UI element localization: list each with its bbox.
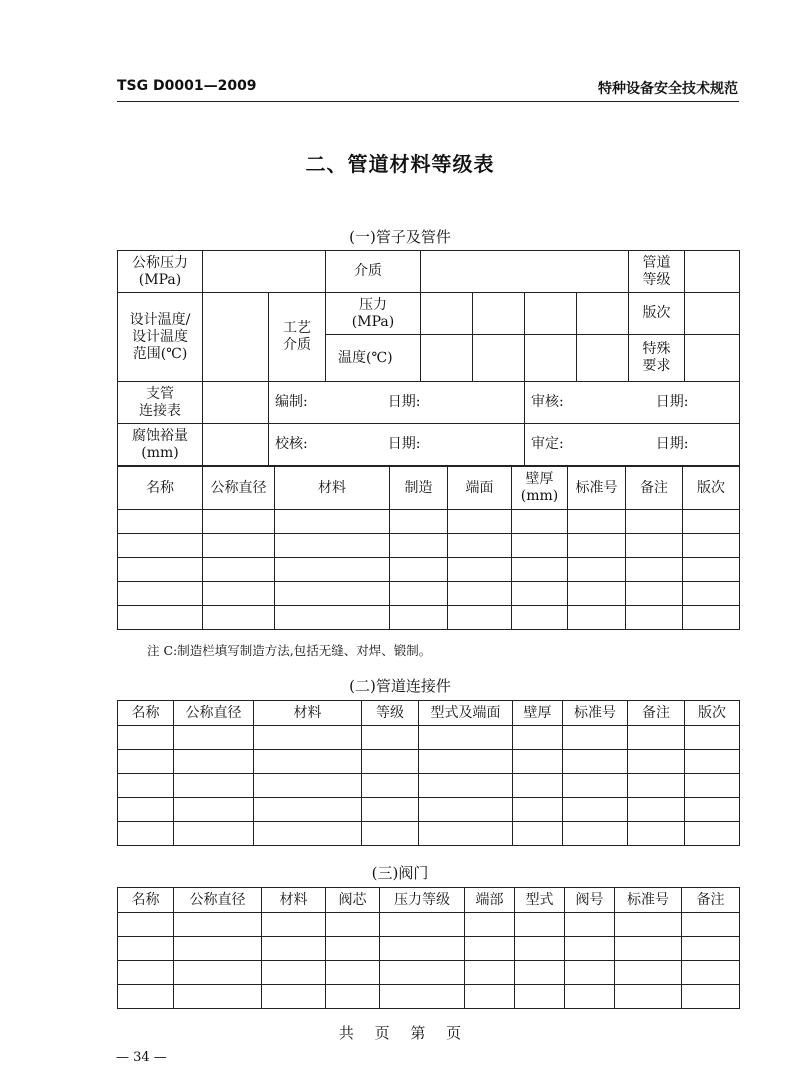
approved-label: 审定: <box>531 436 564 452</box>
table-cell[interactable] <box>262 937 326 961</box>
table-cell[interactable] <box>515 961 565 985</box>
pressure-cell-1[interactable] <box>421 293 473 335</box>
table-cell[interactable] <box>563 726 628 750</box>
table-row <box>118 582 740 606</box>
special-requirements-value[interactable] <box>685 335 740 382</box>
table-cell[interactable] <box>203 606 275 630</box>
col-remarks: 备注 <box>682 888 740 913</box>
section1-heading: (一)管子及管件 <box>349 228 451 246</box>
prepared-label: 编制: <box>275 394 308 410</box>
table-cell[interactable] <box>326 937 380 961</box>
col-wall-thickness: 壁厚 <box>513 701 563 726</box>
table-cell[interactable] <box>512 510 568 534</box>
table-cell[interactable] <box>419 750 513 774</box>
table-cell[interactable] <box>513 822 563 846</box>
table-cell[interactable] <box>326 985 380 1009</box>
table-row <box>118 510 740 534</box>
table-cell[interactable] <box>326 961 380 985</box>
pipe-grade-value[interactable] <box>685 251 740 293</box>
col-name: 名称 <box>118 701 174 726</box>
table-cell[interactable] <box>174 985 262 1009</box>
nominal-pressure-value[interactable] <box>203 251 326 293</box>
table-cell[interactable] <box>563 798 628 822</box>
table-cell[interactable] <box>682 961 740 985</box>
table-cell[interactable] <box>568 606 626 630</box>
section1-note: 注 C:制造栏填写制造方法,包括无缝、对焊、锻制。 <box>147 643 432 658</box>
table-row <box>118 798 740 822</box>
version-value[interactable] <box>685 293 740 335</box>
table-cell[interactable] <box>628 750 685 774</box>
pressure-cell-3[interactable] <box>525 293 577 335</box>
table-row <box>118 961 740 985</box>
table-cell[interactable] <box>682 985 740 1009</box>
corrosion-allowance-label: 腐蚀裕量 (mm) <box>118 424 203 466</box>
table-cell[interactable] <box>615 913 682 937</box>
table-cell[interactable] <box>118 606 203 630</box>
table-cell[interactable] <box>448 510 512 534</box>
table-row <box>118 606 740 630</box>
section2-heading: (二)管道连接件 <box>349 677 451 695</box>
page-title: 二、管道材料等级表 <box>305 152 495 176</box>
table-cell[interactable] <box>390 558 448 582</box>
temp-cell-2[interactable] <box>473 335 525 382</box>
table-cell[interactable] <box>380 961 465 985</box>
table-cell[interactable] <box>362 822 419 846</box>
col-name: 名称 <box>118 467 203 510</box>
table-cell[interactable] <box>419 798 513 822</box>
table-cell[interactable] <box>118 510 203 534</box>
table-cell[interactable] <box>118 913 174 937</box>
table-cell[interactable] <box>254 822 362 846</box>
col-valve-no: 阀号 <box>565 888 615 913</box>
design-temp-label: 设计温度/ 设计温度 范围(℃) <box>118 293 203 382</box>
temp-cell-3[interactable] <box>525 335 577 382</box>
table-cell[interactable] <box>118 726 174 750</box>
table-cell[interactable] <box>568 582 626 606</box>
section3-heading: (三)阀门 <box>371 864 429 882</box>
pressure-cell-4[interactable] <box>577 293 629 335</box>
table-cell[interactable] <box>275 558 390 582</box>
table-cell[interactable] <box>262 961 326 985</box>
table-cell[interactable] <box>626 510 683 534</box>
table-cell[interactable] <box>626 582 683 606</box>
table-cell[interactable] <box>448 558 512 582</box>
col-wall-thickness: 壁厚 (mm) <box>512 467 568 510</box>
table-cell[interactable] <box>685 774 740 798</box>
table-cell[interactable] <box>683 534 740 558</box>
col-type-end-face: 型式及端面 <box>419 701 513 726</box>
col-name: 名称 <box>118 888 174 913</box>
version-label: 版次 <box>629 293 685 335</box>
table-cell[interactable] <box>683 558 740 582</box>
process-medium-label: 工艺 介质 <box>269 293 326 382</box>
table-cell[interactable] <box>626 558 683 582</box>
branch-connection-label: 支管 连接表 <box>118 382 203 424</box>
table-cell[interactable] <box>683 510 740 534</box>
table-cell[interactable] <box>565 985 615 1009</box>
special-requirements-label: 特殊 要求 <box>629 335 685 382</box>
table-cell[interactable] <box>513 726 563 750</box>
section2-header-row <box>118 701 740 726</box>
col-version: 版次 <box>685 701 740 726</box>
table-cell[interactable] <box>685 726 740 750</box>
col-grade: 等级 <box>362 701 419 726</box>
page-count-line: 共 页 第 页 <box>338 1024 462 1042</box>
table-cell[interactable] <box>362 726 419 750</box>
table-cell[interactable] <box>465 961 515 985</box>
table-cell[interactable] <box>380 937 465 961</box>
table-cell[interactable] <box>685 822 740 846</box>
table-cell[interactable] <box>118 558 203 582</box>
section1-info-table <box>117 250 740 466</box>
table-cell[interactable] <box>203 558 275 582</box>
col-manufacture: 制造 <box>390 467 448 510</box>
table-cell[interactable] <box>118 985 174 1009</box>
table-row <box>118 726 740 750</box>
table-cell[interactable] <box>390 582 448 606</box>
col-version: 版次 <box>683 467 740 510</box>
table-cell[interactable] <box>448 606 512 630</box>
table-cell[interactable] <box>513 774 563 798</box>
table-cell[interactable] <box>362 798 419 822</box>
branch-connection-value[interactable] <box>203 382 269 424</box>
table-cell[interactable] <box>174 822 254 846</box>
prepared-by-cell[interactable] <box>269 382 525 424</box>
table-cell[interactable] <box>118 582 203 606</box>
table-cell[interactable] <box>174 937 262 961</box>
table-cell[interactable] <box>568 510 626 534</box>
table-cell[interactable] <box>275 534 390 558</box>
table-cell[interactable] <box>254 798 362 822</box>
table-cell[interactable] <box>465 913 515 937</box>
corrosion-allowance-value[interactable] <box>203 424 269 466</box>
section3-header-row <box>118 888 740 913</box>
table-cell[interactable] <box>275 606 390 630</box>
col-end: 端部 <box>465 888 515 913</box>
header-doc-category: 特种设备安全技术规范 <box>598 81 738 97</box>
table-cell[interactable] <box>568 534 626 558</box>
table-cell[interactable] <box>254 774 362 798</box>
col-end-face: 端面 <box>448 467 512 510</box>
table-cell[interactable] <box>174 961 262 985</box>
pressure-cell-2[interactable] <box>473 293 525 335</box>
table-cell[interactable] <box>380 985 465 1009</box>
table-cell[interactable] <box>390 534 448 558</box>
table-cell[interactable] <box>118 750 174 774</box>
table-cell[interactable] <box>174 798 254 822</box>
col-nominal-diameter: 公称直径 <box>203 467 275 510</box>
table-cell[interactable] <box>465 937 515 961</box>
table-cell[interactable] <box>685 798 740 822</box>
table-cell[interactable] <box>515 937 565 961</box>
table-cell[interactable] <box>512 534 568 558</box>
temp-cell-1[interactable] <box>421 335 473 382</box>
medium-value[interactable] <box>421 251 629 293</box>
table-cell[interactable] <box>419 726 513 750</box>
table-cell[interactable] <box>118 961 174 985</box>
col-nominal-diameter: 公称直径 <box>174 701 254 726</box>
col-remarks: 备注 <box>628 701 685 726</box>
table-cell[interactable] <box>563 750 628 774</box>
table-cell[interactable] <box>512 582 568 606</box>
table-cell[interactable] <box>682 913 740 937</box>
table-cell[interactable] <box>626 534 683 558</box>
table-cell[interactable] <box>513 750 563 774</box>
table-cell[interactable] <box>682 937 740 961</box>
table-cell[interactable] <box>203 582 275 606</box>
table-cell[interactable] <box>565 913 615 937</box>
table-cell[interactable] <box>390 510 448 534</box>
col-type: 型式 <box>515 888 565 913</box>
reviewed-date-label: 日期: <box>655 394 689 410</box>
table-cell[interactable] <box>615 937 682 961</box>
table-cell[interactable] <box>515 985 565 1009</box>
col-nominal-diameter: 公称直径 <box>174 888 262 913</box>
reviewed-label: 审核: <box>531 394 564 410</box>
table-cell[interactable] <box>419 822 513 846</box>
table-cell[interactable] <box>262 985 326 1009</box>
table-cell[interactable] <box>628 774 685 798</box>
table-cell[interactable] <box>615 961 682 985</box>
table-cell[interactable] <box>275 582 390 606</box>
table-row <box>118 558 740 582</box>
table-cell[interactable] <box>254 750 362 774</box>
page-number: — 34 — <box>116 1050 167 1065</box>
table-cell[interactable] <box>118 822 174 846</box>
table-cell[interactable] <box>419 774 513 798</box>
table-cell[interactable] <box>448 534 512 558</box>
table-cell[interactable] <box>683 606 740 630</box>
table-cell[interactable] <box>174 774 254 798</box>
table-cell[interactable] <box>683 582 740 606</box>
approved-date-label: 日期: <box>655 436 689 452</box>
col-remarks: 备注 <box>626 467 683 510</box>
checked-label: 校核: <box>275 436 308 452</box>
table-cell[interactable] <box>203 534 275 558</box>
table-row <box>118 774 740 798</box>
temp-cell-4[interactable] <box>577 335 629 382</box>
table-cell[interactable] <box>685 750 740 774</box>
design-temp-value[interactable] <box>203 293 269 382</box>
table-cell[interactable] <box>275 510 390 534</box>
table-cell[interactable] <box>118 798 174 822</box>
table-row <box>118 985 740 1009</box>
table-row <box>118 750 740 774</box>
header-rule <box>117 101 739 102</box>
table-cell[interactable] <box>326 913 380 937</box>
col-material: 材料 <box>262 888 326 913</box>
table-cell[interactable] <box>615 985 682 1009</box>
table-cell[interactable] <box>628 798 685 822</box>
table-cell[interactable] <box>203 510 275 534</box>
table-cell[interactable] <box>565 961 615 985</box>
pipe-grade-label: 管道 等级 <box>629 251 685 293</box>
table-cell[interactable] <box>118 774 174 798</box>
table-cell[interactable] <box>465 985 515 1009</box>
section1-items-table <box>117 466 740 630</box>
table-row <box>118 937 740 961</box>
col-standard-no: 标准号 <box>615 888 682 913</box>
table-cell[interactable] <box>448 582 512 606</box>
table-cell[interactable] <box>513 798 563 822</box>
table-cell[interactable] <box>362 774 419 798</box>
col-valve-core: 阀芯 <box>326 888 380 913</box>
table-cell[interactable] <box>565 937 615 961</box>
col-standard-no: 标准号 <box>563 701 628 726</box>
table-cell[interactable] <box>628 822 685 846</box>
table-cell[interactable] <box>512 606 568 630</box>
prepared-date-label: 日期: <box>387 394 421 410</box>
table-cell[interactable] <box>174 750 254 774</box>
medium-label: 介质 <box>326 251 421 293</box>
section3-table <box>117 887 740 1009</box>
table-cell[interactable] <box>254 726 362 750</box>
nominal-pressure-label: 公称压力 (MPa) <box>118 251 203 293</box>
table-cell[interactable] <box>563 774 628 798</box>
temperature-label: 温度(℃) <box>326 335 421 382</box>
table-cell[interactable] <box>118 534 203 558</box>
section1-header-row <box>118 467 740 510</box>
col-material: 材料 <box>254 701 362 726</box>
table-row <box>118 913 740 937</box>
table-cell[interactable] <box>512 558 568 582</box>
col-standard-no: 标准号 <box>568 467 626 510</box>
table-cell[interactable] <box>563 822 628 846</box>
table-cell[interactable] <box>380 913 465 937</box>
section2-table <box>117 700 740 846</box>
col-pressure-grade: 压力等级 <box>380 888 465 913</box>
header-doc-code: TSG D0001—2009 <box>117 78 257 94</box>
pressure-label: 压力 (MPa) <box>326 293 421 335</box>
table-cell[interactable] <box>568 558 626 582</box>
table-cell[interactable] <box>515 913 565 937</box>
reviewed-by-cell[interactable] <box>525 382 740 424</box>
table-cell[interactable] <box>174 726 254 750</box>
table-cell[interactable] <box>390 606 448 630</box>
table-cell[interactable] <box>262 913 326 937</box>
table-row <box>118 534 740 558</box>
checked-date-label: 日期: <box>387 436 421 452</box>
table-cell[interactable] <box>626 606 683 630</box>
table-cell[interactable] <box>628 726 685 750</box>
checked-by-cell[interactable] <box>269 424 525 466</box>
table-cell[interactable] <box>362 750 419 774</box>
table-cell[interactable] <box>118 937 174 961</box>
table-cell[interactable] <box>174 913 262 937</box>
col-material: 材料 <box>275 467 390 510</box>
approved-by-cell[interactable] <box>525 424 740 466</box>
table-row <box>118 822 740 846</box>
